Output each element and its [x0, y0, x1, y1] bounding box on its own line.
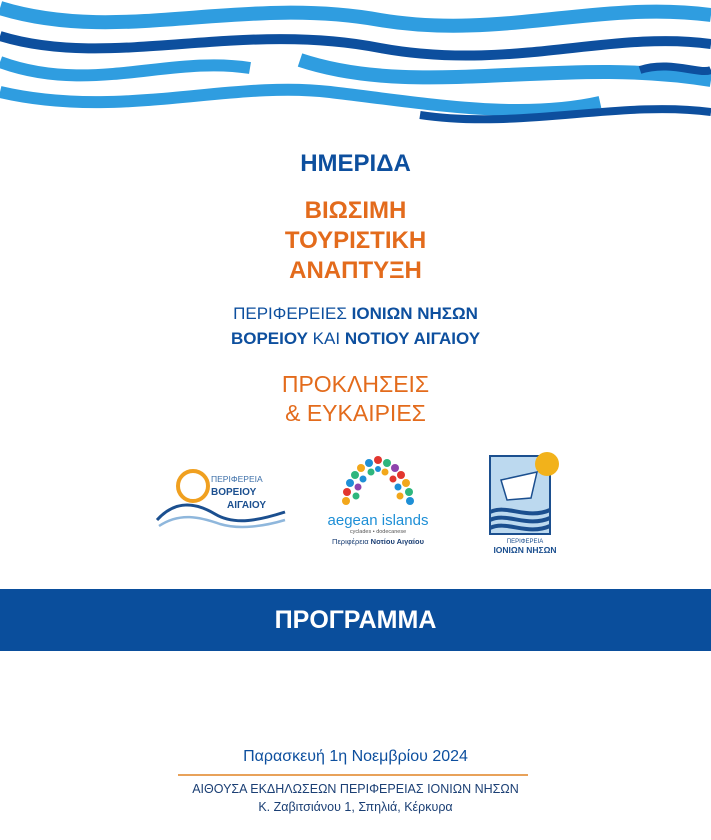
event-venue: ΑΙΘΟΥΣΑ ΕΚΔΗΛΩΣΕΩΝ ΠΕΡΙΦΕΡΕΙΑΣ ΙΟΝΙΩΝ ΝΗΣΩΝ: [192, 782, 519, 796]
title-line-1: ΒΙΩΣΙΜΗ: [304, 197, 407, 224]
regions-ionian: ΙΟΝΙΩΝ ΝΗΣΩΝ: [351, 304, 478, 323]
aegean-tagline: cyclades • dodecanese: [349, 529, 407, 535]
event-type-heading: ΗΜΕΡΙΔΑ: [300, 150, 411, 177]
north-aegean-logo: [155, 462, 290, 532]
aegean-islands-logo: [313, 452, 443, 552]
title-line-2: ΤΟΥΡΙΣΤΙΚΗ: [284, 227, 427, 254]
aegean-dots-arch-icon: [342, 456, 414, 505]
footer-divider: [178, 774, 528, 776]
regions-prefix: ΠΕΡΙΦΕΡΕΙΕΣ: [233, 304, 347, 323]
subtitle-line-2: & ΕΥΚΑΙΡΙΕΣ: [285, 400, 426, 426]
title-line-3: ΑΝΑΠΤΥΞΗ: [289, 257, 422, 284]
north-aegean-line3: ΑΙΓΑΙΟΥ: [227, 500, 267, 511]
ionian-islands-logo: [487, 450, 567, 556]
header-waves-graphic: [0, 0, 711, 127]
ionian-line1: ΠΕΡΙΦΕΡΕΙΑ: [506, 539, 544, 545]
program-banner: ΠΡΟΓΡΑΜΜΑ: [0, 589, 711, 651]
aegean-brand: aegean islands: [327, 512, 429, 529]
event-title: [0, 196, 711, 286]
subtitle: [0, 370, 711, 428]
event-address: Κ. Ζαβιτσιάνου 1, Σπηλιά, Κέρκυρα: [258, 800, 453, 814]
regions-north: ΒΟΡΕΙΟΥ: [230, 329, 308, 348]
event-date: Παρασκευή 1η Νοεμβρίου 2024: [243, 748, 468, 765]
regions-and: ΚΑΙ: [312, 329, 341, 348]
subtitle-line-1: ΠΡΟΚΛΗΣΕΙΣ: [281, 371, 430, 397]
north-aegean-line2: ΒΟΡΕΙΟΥ: [211, 487, 257, 498]
regions-text: [0, 301, 711, 351]
regions-south-aegean: ΝΟΤΙΟΥ ΑΙΓΑΙΟΥ: [344, 329, 481, 348]
aegean-region: Περιφέρεια Νοτίου Αιγαίου: [332, 537, 424, 546]
north-aegean-line1: ΠΕΡΙΦΕΡΕΙΑ: [211, 474, 263, 484]
ionian-line2: ΙΟΝΙΩΝ ΝΗΣΩΝ: [493, 545, 557, 555]
